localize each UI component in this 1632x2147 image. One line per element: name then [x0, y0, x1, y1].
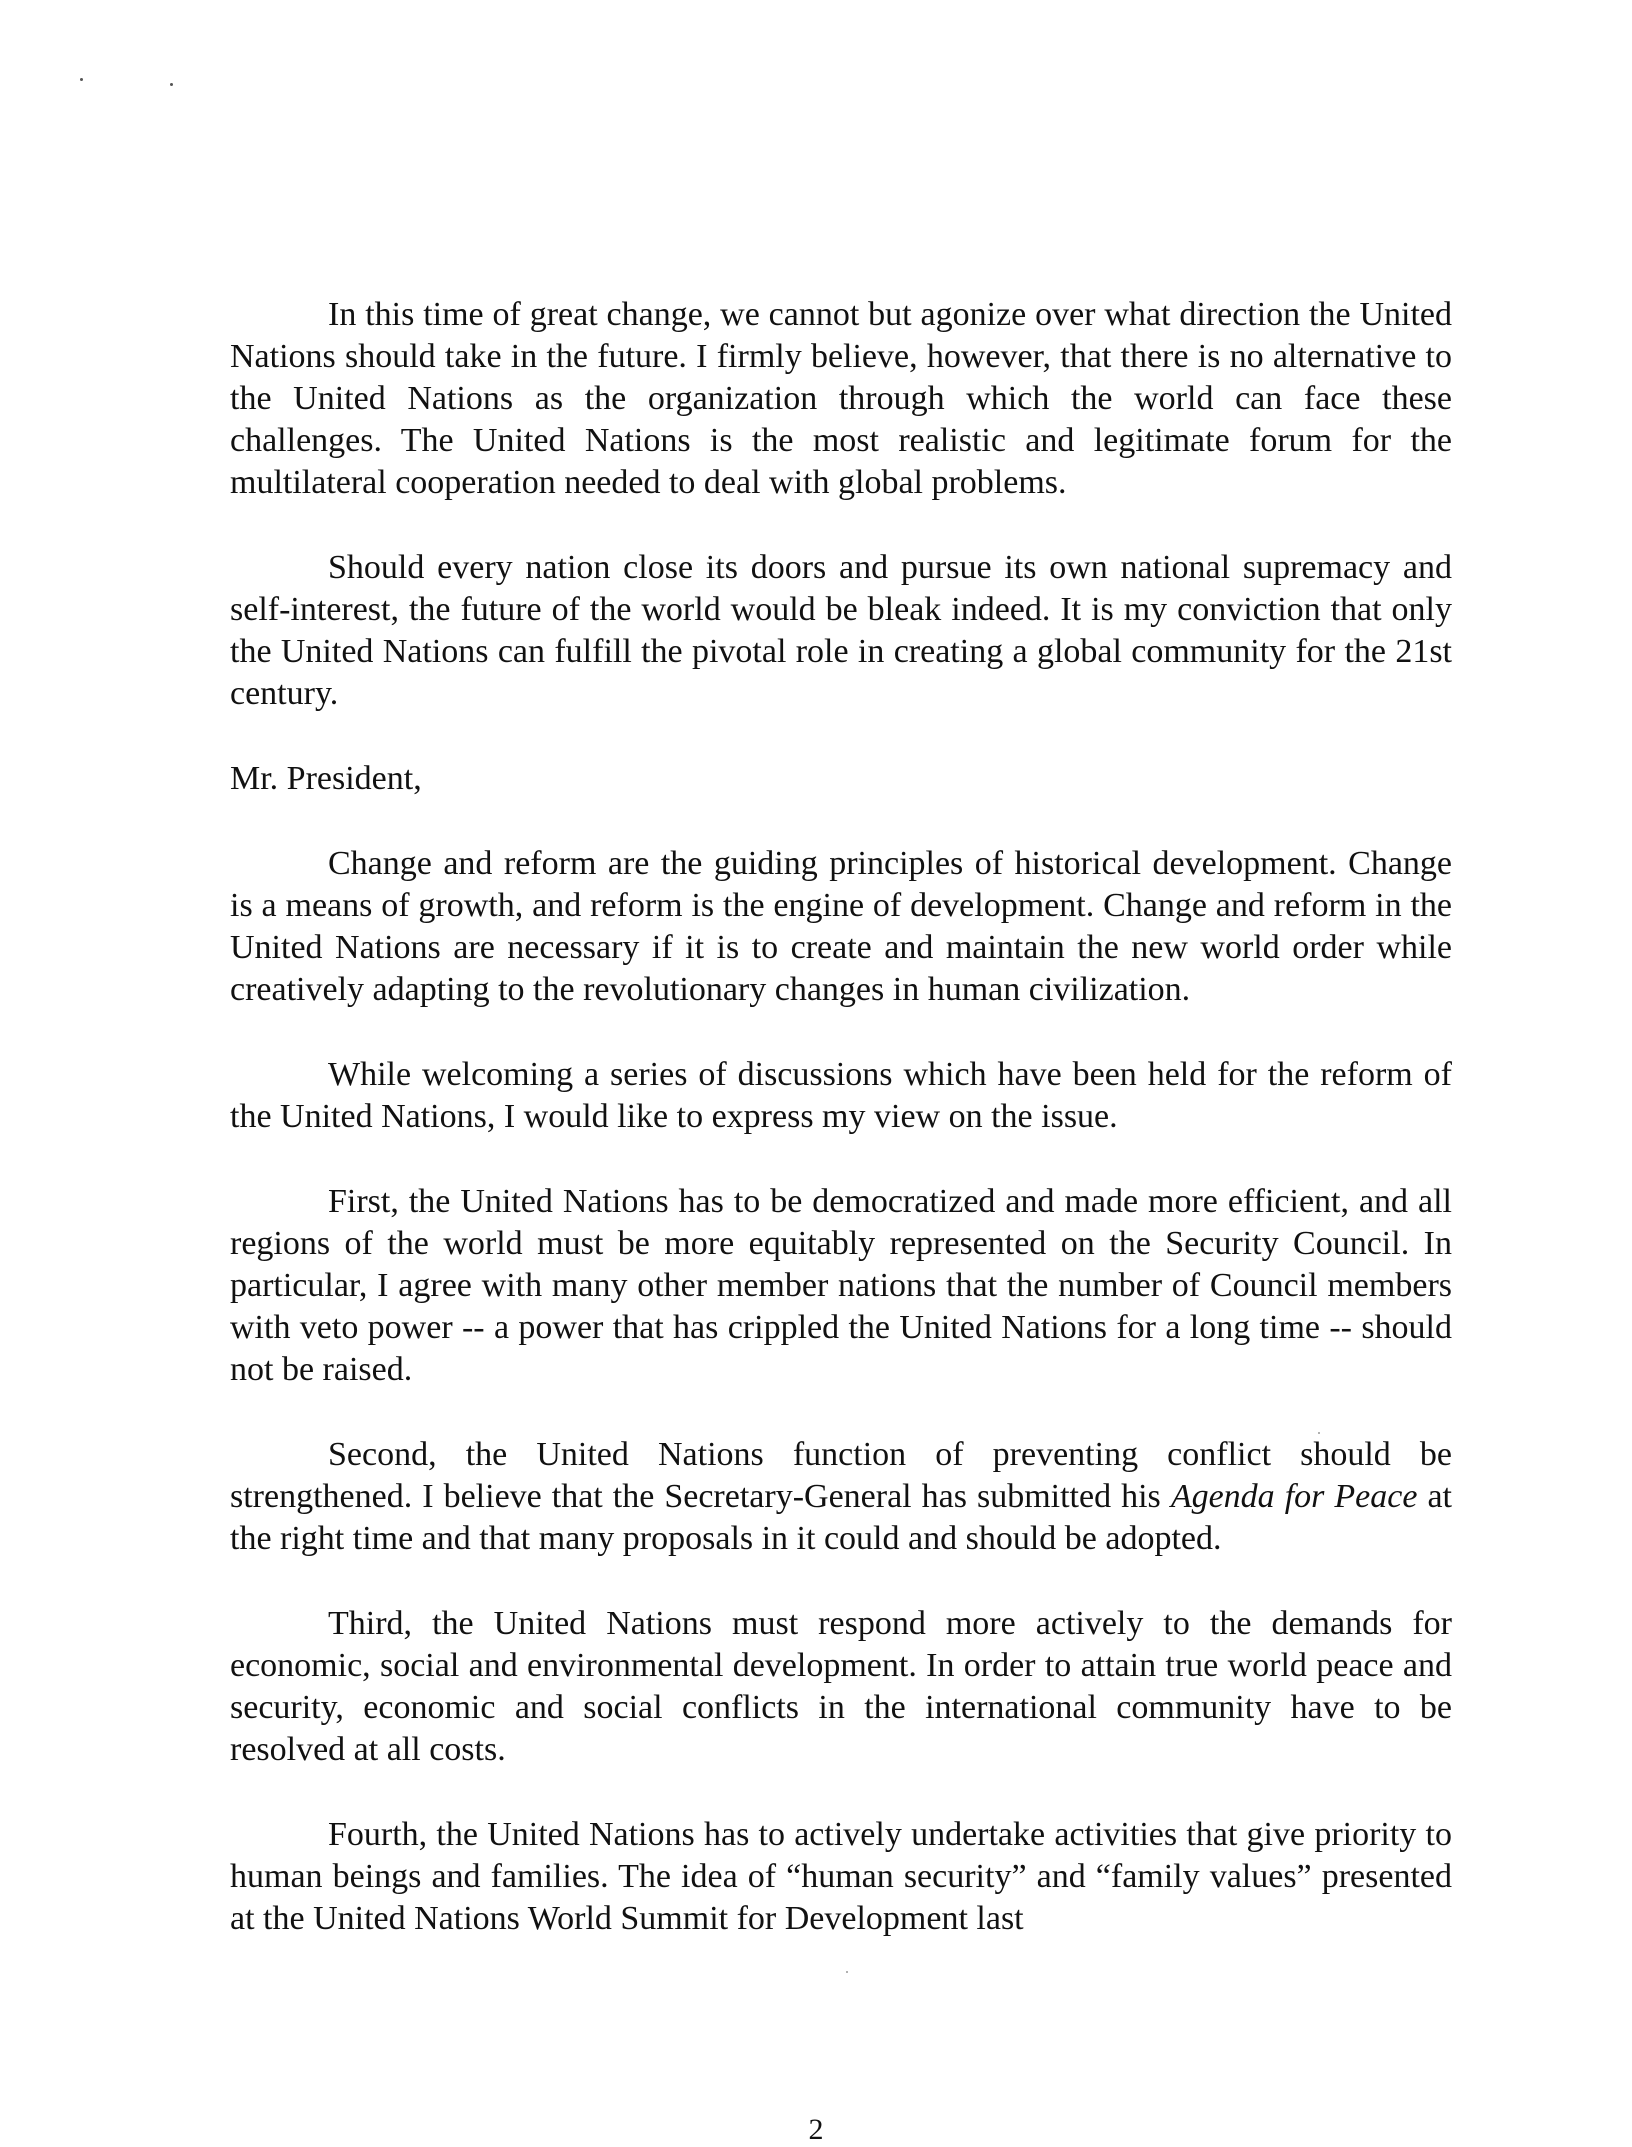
page-number: 2 [808, 2113, 824, 2146]
paragraph-second-point-after: at the right time and that many proposals in it could and should be adopted. [230, 1478, 1452, 1557]
paragraph-first-point: First, the United Nations has to be democratized and made more efficient, and all regions of the world must be more equitably represented on the Security Council. In particular, I agree with many other member nations that the number of Council members with veto power -- a power that has crippled the United Nations for a long time -- should not be raised. [230, 1183, 1452, 1388]
document-body [230, 294, 1452, 1940]
paragraph-national-supremacy: Should every nation close its doors and pursue its own national supremacy and self-interest, the future of the world would be bleak indeed. It is my conviction that only the United Nations can fulfill the pivotal role in creating a global community for the 21st century. [230, 549, 1452, 712]
paragraph-second-point [230, 1434, 1452, 1560]
scan-speck [846, 1971, 848, 1973]
paragraph-fourth-point: Fourth, the United Nations has to actively undertake activities that give priority to human beings and families. The idea of “human security” and “family values” presented at the United Nations World Summit for Development last [230, 1816, 1452, 1937]
paragraph-reform-discussions: While welcoming a series of discussions which have been held for the reform of the United Nations, I would like to express my view on the issue. [230, 1056, 1452, 1135]
agenda-for-peace-title: Agenda for Peace [1170, 1478, 1418, 1515]
salutation: Mr. President, [230, 760, 422, 797]
scan-speck [80, 78, 83, 81]
paragraph-change-reform: Change and reform are the guiding principles of historical development. Change is a means of growth, and reform is the engine of development. Change and reform in the United Nations are necessary if it is to create and maintain the new world order while creatively adapting to the revolutionary changes in human civilization. [230, 845, 1452, 1008]
paragraph-second-point-before: Second, the United Nations function of preventing conflict should be strengthened. I believe that the Secretary-General has submitted his [230, 1436, 1452, 1515]
scan-speck [170, 83, 173, 86]
paragraph-un-direction: In this time of great change, we cannot but agonize over what direction the United Nations should take in the future. I firmly believe, however, that there is no alternative to the United Nations as the organization through which the world can face these challenges. The United Nations is the most realistic and legitimate forum for the multilateral cooperation needed to deal with global problems. [230, 296, 1452, 501]
paragraph-third-point: Third, the United Nations must respond more actively to the demands for economic, social and environmental development. In order to attain true world peace and security, economic and social conflicts in the international community have to be resolved at all costs. [230, 1605, 1452, 1768]
